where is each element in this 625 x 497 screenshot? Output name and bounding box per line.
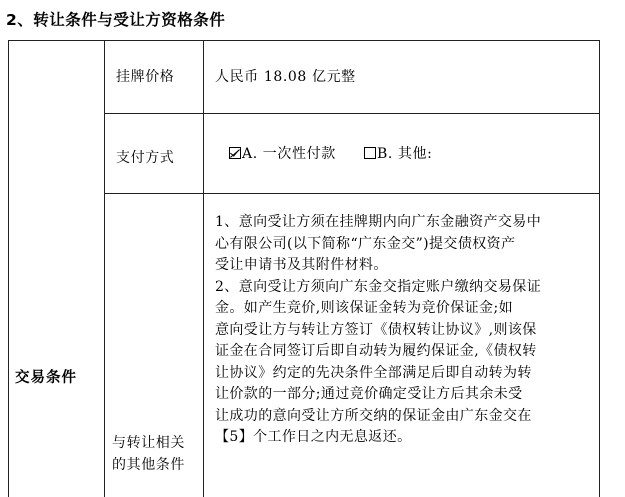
condition-line: 1、意向受让方须在挂牌期内向广东金融资产交易中 xyxy=(215,214,542,230)
section-heading: 2、转让条件与受让方资格条件 xyxy=(6,11,226,29)
row-divider-1 xyxy=(104,113,600,114)
table-left-border xyxy=(8,40,9,497)
payment-method-label: 支付方式 xyxy=(116,150,175,166)
listing-price-label: 挂牌价格 xyxy=(116,69,175,85)
condition-line: 2、意向受让方须向广东金交指定账户缴纳交易保证 xyxy=(215,278,542,295)
condition-line: 意向受让方与转让方签订《债权转让协议》,则该保 xyxy=(215,321,537,338)
value-column-divider xyxy=(203,40,204,497)
listing-price-value: 人民币 18.08 亿元整 xyxy=(215,69,356,85)
condition-line: 金。如产生竞价,则该保证金转为竞价保证金;如 xyxy=(215,300,513,316)
condition-line: 心有限公司(以下简称“广东金交”)提交债权资产 xyxy=(215,235,516,252)
table-right-border xyxy=(599,40,600,497)
option-b-text: B. 其他: xyxy=(376,146,433,162)
condition-line: 让价款的一部分;通过竞价确定受让方后其余未受 xyxy=(215,386,523,402)
option-a-text: A. 一次性付款 xyxy=(242,146,336,162)
option-a-checkbox[interactable] xyxy=(229,147,241,159)
trade-conditions-label: 交易条件 xyxy=(15,370,77,386)
table-top-border xyxy=(8,40,600,41)
label-column-divider xyxy=(104,40,105,497)
condition-line: 让成功的意向受让方所交纳的保证金由广东金交在 xyxy=(215,407,532,424)
other-conditions-label xyxy=(112,432,185,476)
other-conditions-label-line2: 的其他条件 xyxy=(112,457,185,473)
condition-line: 受让申请书及其附件材料。 xyxy=(215,257,388,273)
option-b-checkbox[interactable] xyxy=(364,147,376,159)
other-conditions-label-line1: 与转让相关 xyxy=(112,435,185,451)
payment-options xyxy=(229,143,432,163)
condition-line: 【5】个工作日之内无息返还。 xyxy=(215,429,412,445)
condition-line: 证金在合同签订后即自动转为履约保证金,《债权转 xyxy=(215,343,537,359)
other-conditions-text xyxy=(215,212,593,449)
row-divider-2 xyxy=(104,193,600,194)
condition-line: 让协议》约定的先决条件全部满足后即自动转为转 xyxy=(215,364,532,381)
